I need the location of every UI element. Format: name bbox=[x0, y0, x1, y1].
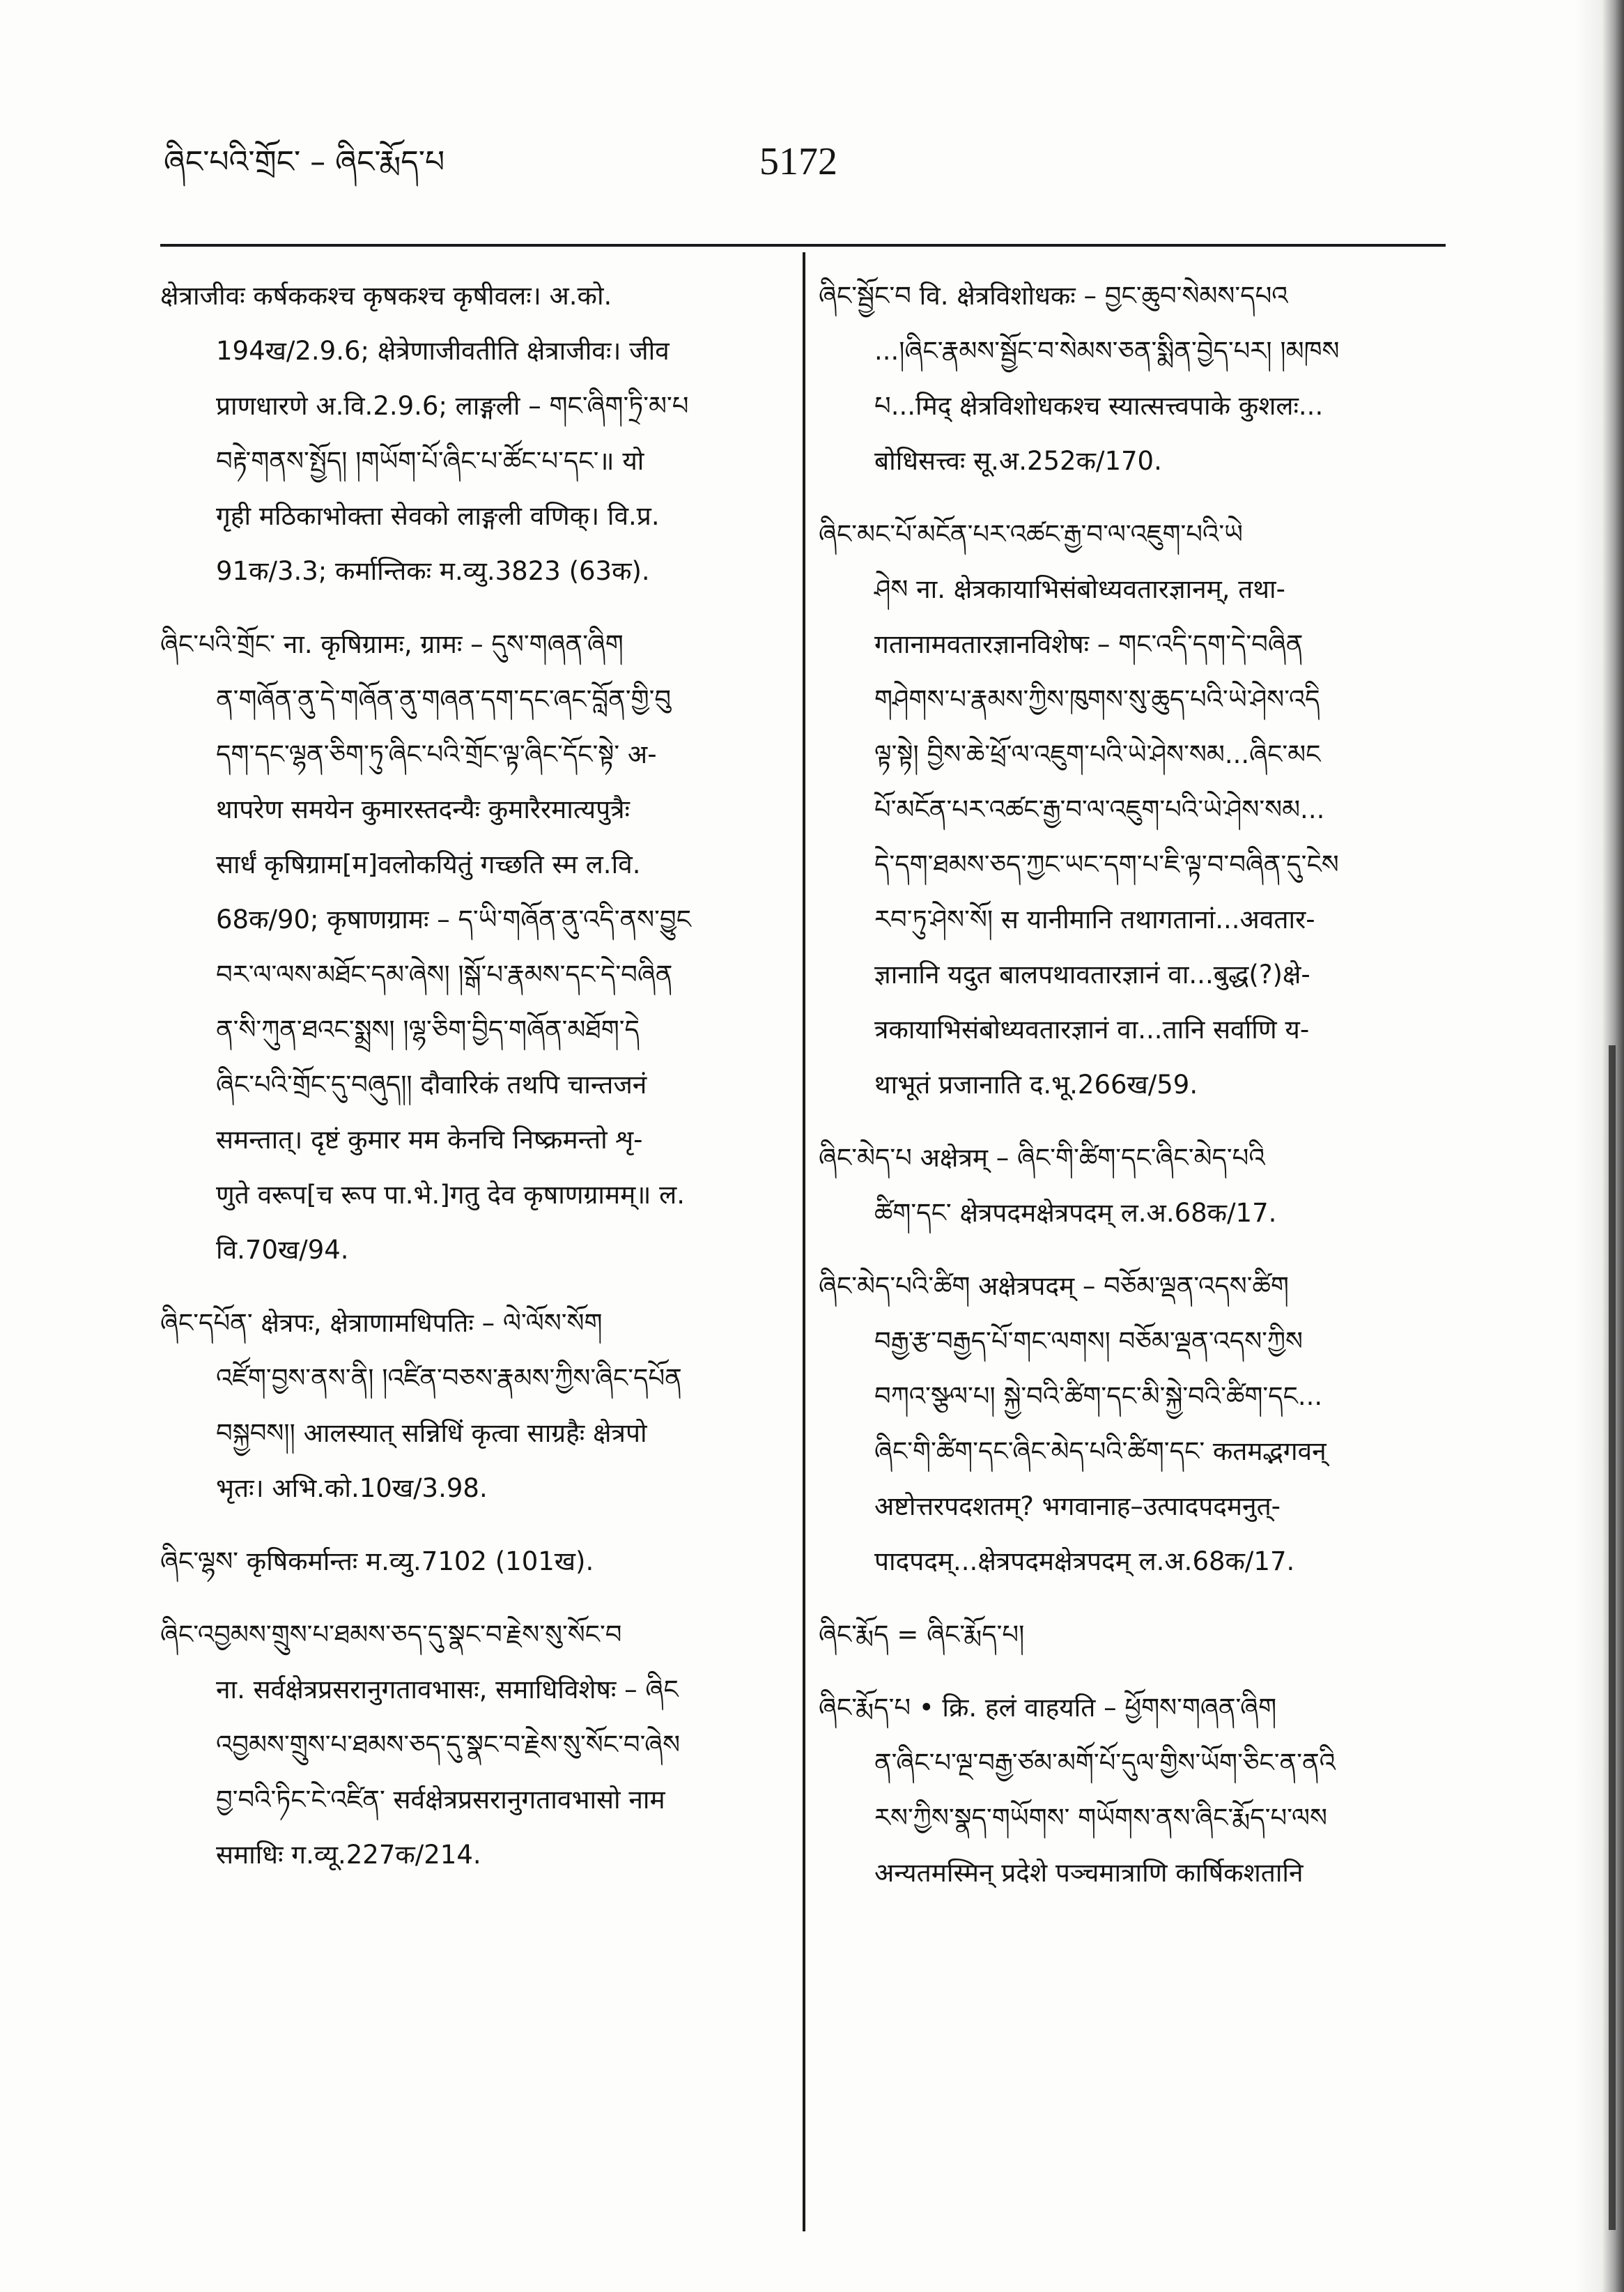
entry-headword-line: ཞིང་མེད་པའི་ཚིག अक्षेत्रपदम् – བཅོམ་ལྡན་འདས་ཚིག bbox=[819, 1271, 1289, 1301]
entry-text-line: भृतः। अभि.को.10ख/3.98. bbox=[216, 1473, 488, 1503]
entry-text-line: བར་ལ་ལས་མཐོང་དམ་ཞེས། །སྒོ་པ་རྣམས་དང་དེ་བཞིན bbox=[216, 960, 673, 990]
scan-edge-shadow bbox=[1575, 0, 1624, 2292]
entry-text-line: अन्यतमस्मिन् प्रदेशे पञ्चमात्राणि कार्षिकशतानि bbox=[874, 1858, 1304, 1888]
entry-text-line: गतानामवतारज्ञानविशेषः – གང་འདི་དག་དེ་བཞིན bbox=[874, 629, 1304, 659]
entry-headword-line: ཞིང་པའི་གྲོང་ ना. कृषिग्रामः, ग्रामः – དུས་གཞན་ཞིག bbox=[160, 629, 624, 659]
right-column bbox=[819, 268, 1446, 1918]
entry-headword-line: ཞིང་མེད་པ अक्षेत्रम् – ཞིང་གི་ཚིག་དང་ཞིང་མེད་པའི bbox=[819, 1143, 1265, 1173]
entry-text-line: ना. सर्वक्षेत्रप्रसरानुगतावभासः, समाधिविशेषः – ཞིང bbox=[216, 1675, 679, 1705]
column-divider bbox=[803, 252, 805, 2231]
entry-text-line: ज्ञानानि यदुत बालपथावतारज्ञानं वा...बुद्ध(?)क्षे- bbox=[874, 960, 1310, 990]
dictionary-entry bbox=[160, 617, 787, 1277]
dictionary-entry bbox=[819, 1130, 1446, 1240]
entry-text-line: དེ་དག་ཐམས་ཅད་ཀྱང་ཡང་དག་པ་ཇི་ལྟ་བ་བཞིན་དུ་ངེས bbox=[874, 849, 1339, 879]
entry-text-line: ན་སི་ཀུན་ཐའང་སྨྲས། །ལྷ་ཅིག་བྱིད་གཞོན་མཐོག་དེ bbox=[216, 1015, 640, 1045]
entry-text-line: ལྟ་སྟེ། བྱིས་ཆེ་ཕྲོ་ལ་འཇུག་པའི་ཡེ་ཤེས་སམ...ཞིང་མང bbox=[874, 739, 1321, 769]
entry-headword-line: ཞིང་སྦྱོང་བ वि. क्षेत्रविशोधकः – བྱང་ཆུབ་སེམས་དཔའ bbox=[819, 281, 1288, 311]
entry-text-line: थापरेण समयेन कुमारस्तदन्यैः कुमारैरमात्यपुत्रैः bbox=[216, 794, 630, 824]
entry-text-line: पादपदम्...क्षेत्रपदमक्षेत्रपदम् ल.अ.68क/17. bbox=[874, 1546, 1295, 1576]
header-rule bbox=[160, 244, 1446, 247]
dictionary-entry bbox=[160, 1295, 787, 1516]
entry-text-line: གཤེགས་པ་རྣམས་ཀྱིས་ཁུགས་སུ་ཆུད་པའི་ཡེ་ཤེས་འདི bbox=[874, 684, 1320, 714]
entry-headword-line: क्षेत्राजीवः कर्षककश्च कृषकश्च कृषीवलः। अ.को. bbox=[160, 281, 612, 311]
entry-text-line: वि.70ख/94. bbox=[216, 1235, 349, 1265]
entry-text-line: པོ་མངོན་པར་འཚང་རྒྱ་བ་ལ་འཇུག་པའི་ཡེ་ཤེས་སམ... bbox=[874, 794, 1325, 824]
left-column bbox=[160, 268, 787, 1900]
entry-headword-line: ཞིང་ལྷས་ कृषिकर्मान्तः म.व्यु.7102 (101ख). bbox=[160, 1546, 594, 1576]
entry-text-line: 68क/90; कृषाणग्रामः – ད་ཡི་གཞོན་ནུ་འདི་ནས་བྱུང bbox=[216, 905, 691, 935]
entry-headword-line: ཞིང་དཔོན་ क्षेत्रपः, क्षेत्राणामधिपतिः – ལེ་ལོས་སོག bbox=[160, 1308, 603, 1338]
entry-text-line: བསྐྱབས།། आलस्यात् सन्निधिं कृत्वा साग्रहैः क्षेत्रपो bbox=[216, 1418, 647, 1448]
entry-text-line: णुते वरूप[च रूप पा.भे.]गतु देव कृषाणग्रामम्॥ ल. bbox=[216, 1180, 685, 1210]
entry-text-line: ...།ཞིང་རྣམས་སྦྱོང་བ་སེམས་ཅན་སྨིན་བྱེད་པར། །མཁས bbox=[874, 336, 1340, 366]
entry-text-line: बोधिसत्त्वः सू.अ.252क/170. bbox=[874, 446, 1162, 476]
entry-text-line: ཞིང་པའི་གྲོང་དུ་བཞུད།། दौवारिकं तथपि चान्तजनं bbox=[216, 1070, 647, 1100]
entry-text-line: गृही मठिकाभोक्ता सेवको लाङ्गली वणिक्। वि.प्र. bbox=[216, 501, 660, 531]
dictionary-entry bbox=[819, 1607, 1446, 1662]
dictionary-entry bbox=[819, 268, 1446, 489]
entry-headword-line: ཞིང་རྨོད = ཞིང་རྨོད་པ། bbox=[819, 1620, 1025, 1649]
scan-edge-line bbox=[1609, 1045, 1616, 2230]
entry-text-line: त्रकायाभिसंबोध्यवतारज्ञानं वा...तानि सर्वाणि य- bbox=[874, 1015, 1310, 1045]
dictionary-entry bbox=[160, 1607, 787, 1882]
entry-text-line: 194ख/2.9.6; क्षेत्रेणाजीवतीति क्षेत्राजीवः। जीव bbox=[216, 336, 670, 366]
entry-text-line: པ...मिद् क्षेत्रविशोधकश्च स्यात्सत्त्वपाके कुशलः... bbox=[874, 391, 1324, 421]
entry-text-line: རས་ཀྱིས་སྣད་གཡོགས་ གཡོགས་ནས་ཞིང་རྨོད་པ་ལས bbox=[874, 1803, 1327, 1833]
entry-text-line: བརྟེ་གནས་སྤྱོད། །གཡོག་པོ་ཞིང་པ་ཚོང་པ་དང་॥ यो bbox=[216, 446, 644, 476]
entry-text-line: 91क/3.3; कर्मान्तिकः म.व्यु.3823 (63क). bbox=[216, 556, 650, 586]
entry-text-line: ན་ཞིང་པ་ལྔ་བརྒྱ་ཙམ་མགོ་པོ་དུལ་གྱིས་ཡོག་ཅིང་ན་ནའི bbox=[874, 1748, 1336, 1778]
entry-text-line: བརྒྱ་རྩ་བརྒྱད་པོ་གང་ལགས། བཅོམ་ལྡན་འདས་ཀྱིས bbox=[874, 1326, 1303, 1356]
entry-text-line: བཀའ་སྩལ་པ། སྐྱེ་བའི་ཚིག་དང་མི་སྐྱེ་བའི་ཚིག་དང... bbox=[874, 1381, 1323, 1411]
page-number: 5172 bbox=[759, 140, 837, 183]
entry-text-line: सार्धं कृषिग्राम[म]वलोकयितुं गच्छति स्म ल.वि. bbox=[216, 849, 641, 879]
entry-text-line: འབྱམས་གྲུས་པ་ཐམས་ཅད་དུ་སྣང་བ་རྗེས་སུ་སོང་བ་ཞེས bbox=[216, 1730, 681, 1760]
entry-headword-line: ཞིང་རྨོད་པ • क्रि. हलं वाहयति – ཕྱོགས་གཞན་ཞིག bbox=[819, 1693, 1277, 1723]
entry-text-line: थाभूतं प्रजानाति द.भू.266ख/59. bbox=[874, 1070, 1198, 1100]
entry-text-line: བྱ་བའི་ཏིང་ངེ་འཛིན་ सर्वक्षेत्रप्रसरानुगतावभासो नाम bbox=[216, 1785, 665, 1815]
entry-text-line: ན་གཞོན་ནུ་དེ་གཞོན་ནུ་གཞན་དག་དང་ཞང་བློན་གྱི་བུ bbox=[216, 684, 672, 714]
entry-text-line: དག་དང་ལྷན་ཅིག་ཏུ་ཞིང་པའི་གྲོང་ལྟ་ཞིང་དོང་སྟེ་ अ- bbox=[216, 739, 657, 769]
entry-headword-line: ཞིང་འབྱམས་གྲུས་པ་ཐམས་ཅད་དུ་སྣང་བ་རྗེས་སུ་སོང་བ bbox=[160, 1620, 622, 1649]
entry-text-line: ཞིང་གི་ཚིག་དང་ཞིང་མེད་པའི་ཚིག་དང་ कतमद्भगवन् bbox=[874, 1436, 1327, 1466]
dictionary-entry bbox=[160, 268, 787, 599]
dictionary-entry bbox=[160, 1534, 787, 1589]
entry-text-line: अष्टोत्तरपदशतम्? भगवानाह–उत्पादपदमनुत्- bbox=[874, 1491, 1281, 1521]
entry-text-line: འཛོག་བྱས་ནས་ནི། །འཛིན་བཅས་རྣམས་ཀྱིས་ཞིང་དཔོན bbox=[216, 1363, 682, 1393]
entry-headword-line: ཞིང་མང་པོ་མངོན་པར་འཚང་རྒྱ་བ་ལ་འཇུག་པའི་ཡེ bbox=[819, 519, 1243, 549]
entry-text-line: ཚིག་དང་ क्षेत्रपदमक्षेत्रपदम् ल.अ.68क/17. bbox=[874, 1198, 1277, 1228]
entry-text-line: प्राणधारणे अ.वि.2.9.6; लाङ्गली – གང་ཞིག་ཏྲི་མ་པ bbox=[216, 391, 689, 421]
entry-text-line: ཤེས ना. क्षेत्रकायाभिसंबोध्यवतारज्ञानम्, तथा- bbox=[874, 574, 1285, 604]
entry-text-line: རབ་ཏུ་ཤེས་སོ། स यानीमानि तथागतानां...अवतार- bbox=[874, 905, 1315, 935]
entry-text-line: समन्तात्। दृष्टं कुमार मम केनचि निष्क्रमन्तो शृ- bbox=[216, 1125, 643, 1155]
dictionary-entry bbox=[819, 1680, 1446, 1900]
dictionary-entry bbox=[819, 1259, 1446, 1589]
running-head: ཞིང་པའི་གྲོང་ – ཞིང་རྨོད་པ bbox=[164, 144, 445, 180]
entry-text-line: समाधिः ग.व्यू.227क/214. bbox=[216, 1840, 481, 1870]
dictionary-entry bbox=[819, 507, 1446, 1112]
